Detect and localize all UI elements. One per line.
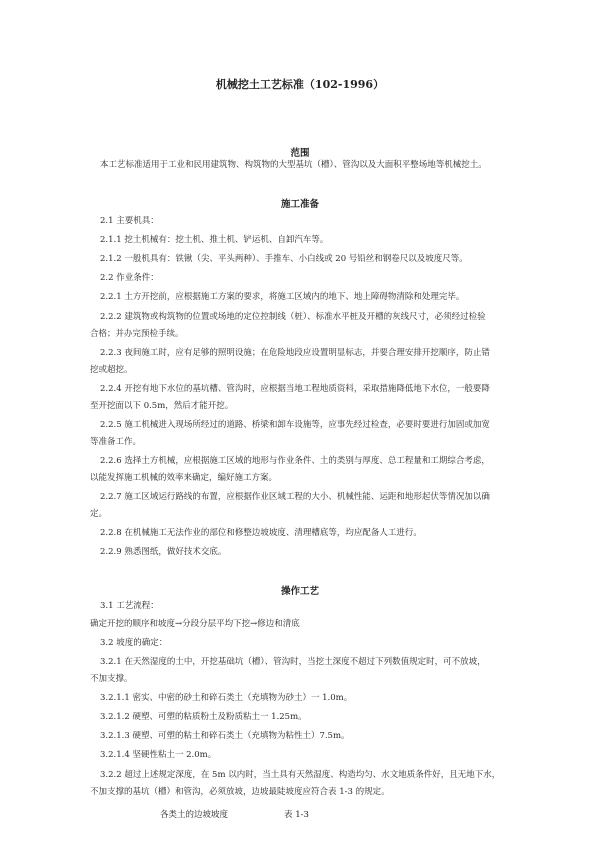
prep-line: 2.2.3 夜间施工时，应有足够的照明设施；在危险地段应设置明显标志，并要合理安排开挖顺序，防止错 [100,348,490,358]
prep-line: 至开挖面以下 0.5m，然后才能开挖。 [90,401,234,411]
prep-line: 以能发挥施工机械的效率来确定，编好施工方案。 [90,473,278,483]
table-number: 表 1-3 [284,810,309,820]
prep-line: 2.2.1 土方开挖前，应根据施工方案的要求，将施工区域内的地下、地上障碍物清除和处理完毕。 [100,292,465,302]
proc-line: 不加支撑的基坑（槽）和管沟，必须放坡，边坡最陡坡度应符合表 1-3 的规定。 [90,787,390,797]
section-heading-procedure: 操作工艺 [280,586,319,597]
proc-line: 3.2.2 超过上述规定深度，在 5m 以内时，当土具有天然湿度、构造均匀、水文地质条件好，且无地下水， [100,770,501,780]
prep-line: 2.2.5 施工机械进入现场所经过的道路、桥梁和卸车设施等，应事先经过检查，必要时要进行加固或加宽 [100,420,490,430]
proc-line: 不加支撑。 [90,674,133,684]
proc-line: 3.2.1.4 坚硬性粘土一 2.0m。 [100,750,217,760]
scope-paragraph: 本工艺标准适用于工业和民用建筑物、构筑物的大型基坑（槽）、管沟以及大面积平整场地等机械挖土。 [100,160,487,170]
proc-line: 3.2.1.2 硬塑、可塑的粘质粉土及粉质粘土一 1.25m。 [100,712,307,722]
proc-line: 3.2 坡度的确定： [100,638,168,648]
prep-line: 挖或超挖。 [90,365,133,375]
prep-line: 2.2.6 选择土方机械，应根据施工区域的地形与作业条件、土的类别与厚度、总工程量和工期综合考虑， [100,456,490,466]
proc-line: 确定开挖的顺序和坡度→分段分层平均下挖→修边和清底 [90,619,300,629]
prep-line: 2.2.2 建筑物或构筑物的位置或场地的定位控制线（桩）、标准水平桩及开槽的灰线尺寸，必须经过检验 [100,312,486,322]
section-heading-scope: 范围 [290,148,310,159]
table-caption: 各类土的边坡坡度 [160,810,229,820]
prep-line: 2.2.8 在机械施工无法作业的部位和修整边坡坡度、清理槽底等，均应配备人工进行。 [100,528,422,538]
prep-line: 合格；并办完预检手续。 [90,329,184,339]
prep-line: 等准备工作。 [90,437,142,447]
prep-line: 2.1.2 一般机具有：铁锹（尖、平头两种）、手推车、小白线或 20 号铅丝和钢卷尺以及坡度尺等。 [100,254,468,264]
proc-line: 3.2.1.3 硬塑、可塑的粘土和碎石类土（充填物为粘性土）7.5m。 [100,731,350,741]
proc-line: 3.1 工艺流程： [100,601,159,611]
document-title: 机械挖土工艺标准（102-1996） [215,78,385,91]
section-heading-preparation: 施工准备 [280,199,319,210]
prep-line: 2.1.1 挖土机械有：挖土机、推土机、铲运机、自卸汽车等。 [100,235,329,245]
proc-line: 3.2.1 在天然湿度的土中，开挖基础坑（槽）、管沟时，当挖土深度不超过下列数值规定时，可不放坡， [100,657,486,667]
prep-line: 2.2.7 施工区域运行路线的布置，应根据作业区域工程的大小、机械性能、运距和地形起伏等情况加以确 [100,492,490,502]
prep-line: 定。 [90,509,108,519]
prep-line: 2.2 作业条件： [100,273,159,283]
proc-line: 3.2.1.1 密实、中密的砂土和碎石类土（充填物为砂土）一 1.0m。 [100,693,353,703]
prep-line: 2.2.9 熟悉图纸，做好技术交底。 [100,547,227,557]
prep-line: 2.1 主要机具： [100,216,159,226]
prep-line: 2.2.4 开挖有地下水位的基坑槽、管沟时，应根据当地工程地质资料，采取措施降低地下水位，一般要降 [100,384,490,394]
